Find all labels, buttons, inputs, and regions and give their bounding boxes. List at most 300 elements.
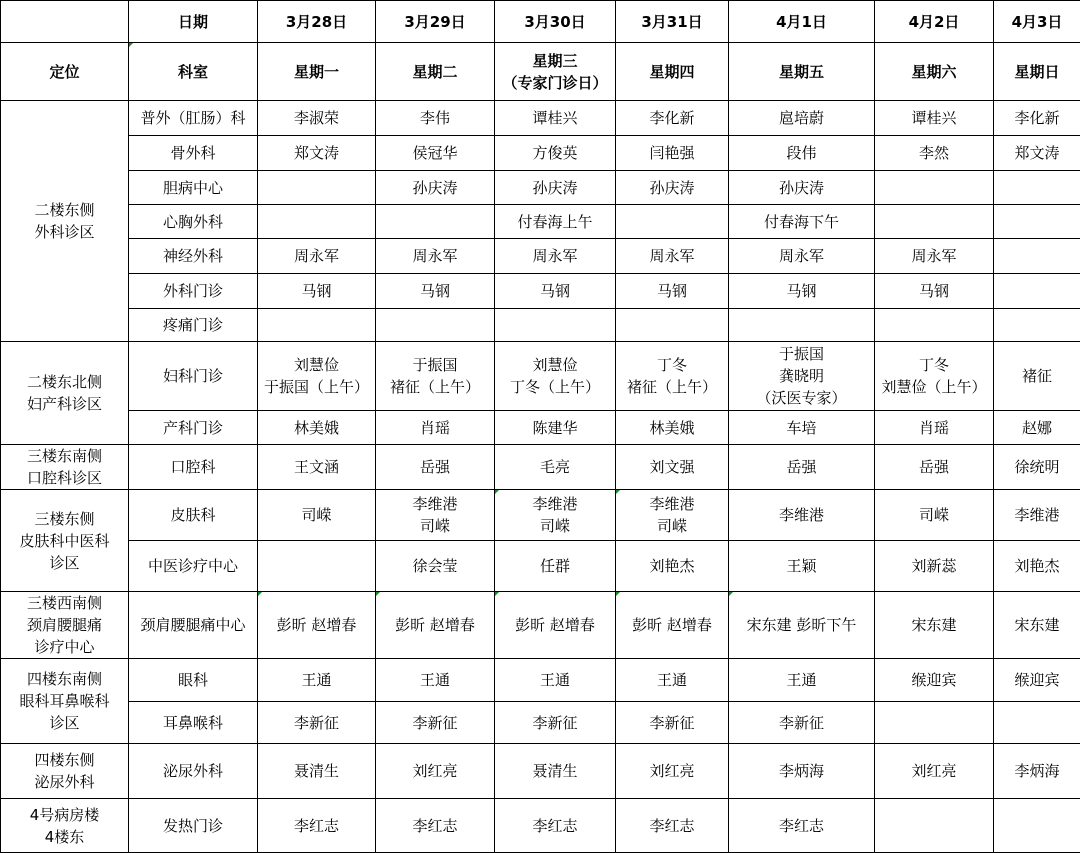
expert-day-note: （专家门诊日） (497, 72, 613, 94)
doctor-cell (495, 445, 616, 490)
location-line: 诊区 (3, 552, 126, 574)
table-row (1, 744, 1080, 799)
doctor-cell (994, 205, 1080, 239)
doctor-cell (729, 342, 875, 411)
location-line: 二楼东北侧 (3, 371, 126, 393)
doctor-cell (616, 490, 729, 541)
doctor-cell (875, 702, 994, 744)
doctor-cell (994, 136, 1080, 171)
doctor-name: 刘红亮 (877, 760, 991, 782)
doctor-cell (376, 205, 495, 239)
doctor-cell (729, 274, 875, 309)
doctor-cell (376, 411, 495, 445)
doctor-name: 赵娜 (996, 417, 1078, 439)
department-cell: 发热门诊 (129, 799, 258, 853)
doctor-cell (994, 274, 1080, 309)
doctor-cell (258, 541, 376, 592)
doctor-cell (729, 799, 875, 853)
table-row (1, 659, 1080, 702)
location-line: 诊疗中心 (3, 636, 126, 658)
doctor-name: 刘文强 (618, 456, 726, 478)
doctor-cell (495, 744, 616, 799)
department-cell: 普外（肛肠）科 (129, 101, 258, 136)
doctor-name: 褚征（上午） (618, 376, 726, 398)
doctor-name: 于振国 (731, 343, 872, 365)
doctor-name: 郑文涛 (996, 142, 1078, 164)
doctor-cell (994, 171, 1080, 205)
doctor-name: 闫艳强 (618, 142, 726, 164)
doctor-name: 聂清生 (260, 760, 373, 782)
doctor-name: 刘慧俭 (260, 354, 373, 376)
doctor-cell (495, 342, 616, 411)
doctor-cell (875, 136, 994, 171)
location-cell (1, 659, 129, 744)
doctor-name: 王文涵 (260, 456, 373, 478)
doctor-name: 司嵘 (378, 515, 492, 537)
doctor-name: 李淑荣 (260, 107, 373, 129)
weekday-cell (495, 43, 616, 101)
doctor-name: 陈建华 (497, 417, 613, 439)
doctor-name: 岳强 (378, 456, 492, 478)
doctor-cell (495, 101, 616, 136)
doctor-name: 彭昕 赵增春 (497, 614, 613, 636)
doctor-name: 李维港 (497, 493, 613, 515)
location-line: 皮肤科中医科 (3, 530, 126, 552)
table-row (1, 309, 1080, 342)
doctor-name: 王颖 (731, 555, 872, 577)
date-cell: 3月30日 (495, 1, 616, 43)
table-row (1, 445, 1080, 490)
doctor-cell (376, 659, 495, 702)
location-line: 四楼东南侧 (3, 668, 126, 690)
doctor-cell (994, 592, 1080, 659)
doctor-cell (258, 799, 376, 853)
doctor-name: 周永军 (618, 245, 726, 267)
doctor-name: 于振国（上午） (260, 376, 373, 398)
department-cell: 骨外科 (129, 136, 258, 171)
location-line: 外科诊区 (3, 221, 126, 243)
doctor-name: 王通 (618, 669, 726, 691)
department-cell: 外科门诊 (129, 274, 258, 309)
doctor-name: 龚晓明 (731, 365, 872, 387)
location-line: 泌尿外科 (3, 771, 126, 793)
doctor-cell (376, 490, 495, 541)
doctor-cell (875, 274, 994, 309)
doctor-name: 刘艳杰 (618, 555, 726, 577)
doctor-cell (875, 744, 994, 799)
department-cell: 产科门诊 (129, 411, 258, 445)
doctor-cell (729, 659, 875, 702)
doctor-cell (616, 171, 729, 205)
doctor-cell (994, 799, 1080, 853)
doctor-name: （沃医专家） (731, 387, 872, 409)
weekday-cell: 星期一 (258, 43, 376, 101)
doctor-cell (616, 445, 729, 490)
department-cell: 胆病中心 (129, 171, 258, 205)
doctor-cell (616, 541, 729, 592)
doctor-name: 宋东建 (877, 614, 991, 636)
doctor-cell (376, 541, 495, 592)
weekday-cell: 星期五 (729, 43, 875, 101)
doctor-name: 褚征 (996, 365, 1078, 387)
doctor-name: 孙庆涛 (378, 177, 492, 199)
doctor-name: 段伟 (731, 142, 872, 164)
doctor-cell (495, 490, 616, 541)
table-row (1, 342, 1080, 411)
empty-corner-cell (1, 1, 129, 43)
weekday-header-row (1, 43, 1080, 101)
doctor-name: 车培 (731, 417, 872, 439)
doctor-cell (616, 309, 729, 342)
doctor-cell (495, 592, 616, 659)
doctor-name: 孙庆涛 (731, 177, 872, 199)
doctor-cell (994, 342, 1080, 411)
doctor-name: 李维港 (378, 493, 492, 515)
doctor-name: 马钢 (877, 280, 991, 302)
doctor-name: 李化新 (996, 107, 1078, 129)
doctor-cell (495, 274, 616, 309)
doctor-cell (616, 592, 729, 659)
location-line: 三楼东侧 (3, 508, 126, 530)
date-cell: 4月3日 (994, 1, 1080, 43)
doctor-cell (376, 274, 495, 309)
doctor-name: 刘新蕊 (877, 555, 991, 577)
weekday-cell: 星期日 (994, 43, 1080, 101)
location-line: 口腔科诊区 (3, 467, 126, 489)
doctor-name: 岳强 (731, 456, 872, 478)
doctor-name: 岳强 (877, 456, 991, 478)
date-cell: 3月31日 (616, 1, 729, 43)
doctor-name: 于振国 (378, 354, 492, 376)
department-cell: 疼痛门诊 (129, 309, 258, 342)
doctor-cell (258, 744, 376, 799)
table-row (1, 239, 1080, 274)
doctor-cell (994, 541, 1080, 592)
doctor-cell (376, 592, 495, 659)
doctor-cell (616, 239, 729, 274)
doctor-name: 李红志 (378, 815, 492, 837)
doctor-cell (729, 702, 875, 744)
doctor-name: 李红志 (618, 815, 726, 837)
doctor-cell (376, 239, 495, 274)
doctor-cell (258, 659, 376, 702)
doctor-name: 王通 (497, 669, 613, 691)
doctor-cell (875, 171, 994, 205)
doctor-name: 李维港 (996, 504, 1078, 526)
doctor-name: 毛亮 (497, 456, 613, 478)
doctor-name: 刘红亮 (378, 760, 492, 782)
table-row (1, 101, 1080, 136)
doctor-name: 宋东建 彭昕下午 (731, 614, 872, 636)
doctor-cell (729, 541, 875, 592)
doctor-name: 王通 (260, 669, 373, 691)
doctor-name: 司嵘 (877, 504, 991, 526)
doctor-cell (376, 744, 495, 799)
doctor-name: 李维港 (731, 504, 872, 526)
doctor-name: 李新征 (618, 712, 726, 734)
doctor-name: 谭桂兴 (877, 107, 991, 129)
table-row (1, 411, 1080, 445)
doctor-name: 马钢 (731, 280, 872, 302)
doctor-name: 马钢 (378, 280, 492, 302)
doctor-cell (258, 490, 376, 541)
table-row (1, 799, 1080, 853)
doctor-name: 肖瑶 (378, 417, 492, 439)
doctor-cell (376, 101, 495, 136)
location-line: 妇产科诊区 (3, 393, 126, 415)
doctor-cell (729, 592, 875, 659)
doctor-cell (616, 274, 729, 309)
doctor-cell (258, 205, 376, 239)
doctor-cell (495, 799, 616, 853)
doctor-name: 徐会莹 (378, 555, 492, 577)
doctor-name: 孙庆涛 (618, 177, 726, 199)
table-row (1, 592, 1080, 659)
doctor-name: 周永军 (260, 245, 373, 267)
department-cell: 耳鼻喉科 (129, 702, 258, 744)
department-cell: 皮肤科 (129, 490, 258, 541)
doctor-name: 聂清生 (497, 760, 613, 782)
doctor-name: 彭昕 赵增春 (378, 614, 492, 636)
doctor-cell (994, 744, 1080, 799)
doctor-cell (495, 702, 616, 744)
doctor-cell (729, 744, 875, 799)
department-cell: 眼科 (129, 659, 258, 702)
doctor-name: 李新征 (260, 712, 373, 734)
location-line: 二楼东侧 (3, 199, 126, 221)
doctor-cell (616, 744, 729, 799)
doctor-cell (495, 239, 616, 274)
doctor-name: 李红志 (497, 815, 613, 837)
doctor-name: 王通 (378, 669, 492, 691)
doctor-cell (616, 205, 729, 239)
location-cell (1, 744, 129, 799)
doctor-cell (616, 411, 729, 445)
doctor-cell (258, 101, 376, 136)
doctor-name: 王通 (731, 669, 872, 691)
location-line: 颈肩腰腿痛 (3, 614, 126, 636)
doctor-cell (258, 309, 376, 342)
doctor-cell (994, 445, 1080, 490)
date-header-row (1, 1, 1080, 43)
doctor-cell (729, 171, 875, 205)
doctor-cell (994, 411, 1080, 445)
location-cell (1, 799, 129, 853)
doctor-cell (994, 702, 1080, 744)
doctor-name: 周永军 (378, 245, 492, 267)
doctor-name: 李然 (877, 142, 991, 164)
doctor-cell (729, 411, 875, 445)
doctor-cell (376, 799, 495, 853)
weekday-text: 星期三 (497, 50, 613, 72)
doctor-name: 周永军 (877, 245, 991, 267)
doctor-name: 孙庆涛 (497, 177, 613, 199)
department-cell: 神经外科 (129, 239, 258, 274)
doctor-name: 缑迎宾 (996, 669, 1078, 691)
date-cell: 3月28日 (258, 1, 376, 43)
doctor-name: 林美娥 (260, 417, 373, 439)
doctor-name: 马钢 (497, 280, 613, 302)
doctor-cell (376, 309, 495, 342)
location-line: 三楼东南侧 (3, 445, 126, 467)
doctor-name: 谭桂兴 (497, 107, 613, 129)
doctor-name: 彭昕 赵增春 (618, 614, 726, 636)
location-line: 4号病房楼 (3, 804, 126, 826)
table-row (1, 136, 1080, 171)
doctor-name: 周永军 (731, 245, 872, 267)
doctor-name: 褚征（上午） (378, 376, 492, 398)
doctor-name: 扈培蔚 (731, 107, 872, 129)
doctor-cell (376, 171, 495, 205)
department-cell: 心胸外科 (129, 205, 258, 239)
doctor-cell (616, 342, 729, 411)
doctor-cell (616, 136, 729, 171)
dept-label: 科室 (129, 43, 258, 101)
doctor-name: 肖瑶 (877, 417, 991, 439)
doctor-cell (994, 309, 1080, 342)
doctor-name: 李维港 (618, 493, 726, 515)
doctor-name: 侯冠华 (378, 142, 492, 164)
doctor-cell (376, 445, 495, 490)
weekday-cell: 星期六 (875, 43, 994, 101)
location-line: 诊区 (3, 712, 126, 734)
doctor-name: 任群 (497, 555, 613, 577)
table-row (1, 702, 1080, 744)
doctor-name: 缑迎宾 (877, 669, 991, 691)
department-cell: 妇科门诊 (129, 342, 258, 411)
doctor-cell (875, 342, 994, 411)
department-cell: 颈肩腰腿痛中心 (129, 592, 258, 659)
doctor-cell (729, 309, 875, 342)
doctor-cell (258, 171, 376, 205)
doctor-name: 刘艳杰 (996, 555, 1078, 577)
location-cell (1, 490, 129, 592)
doctor-name: 马钢 (260, 280, 373, 302)
doctor-name: 李新征 (378, 712, 492, 734)
doctor-name: 李炳海 (731, 760, 872, 782)
doctor-name: 司嵘 (618, 515, 726, 537)
doctor-name: 丁冬 (877, 354, 991, 376)
doctor-cell (495, 205, 616, 239)
doctor-cell (875, 592, 994, 659)
table-row (1, 171, 1080, 205)
doctor-cell (495, 309, 616, 342)
doctor-cell (994, 101, 1080, 136)
doctor-name: 徐统明 (996, 456, 1078, 478)
doctor-name: 丁冬 (618, 354, 726, 376)
table-row (1, 541, 1080, 592)
doctor-cell (994, 239, 1080, 274)
department-cell: 泌尿外科 (129, 744, 258, 799)
doctor-cell (258, 239, 376, 274)
location-cell (1, 592, 129, 659)
doctor-name: 方俊英 (497, 142, 613, 164)
doctor-cell (875, 101, 994, 136)
department-cell: 中医诊疗中心 (129, 541, 258, 592)
doctor-cell (994, 490, 1080, 541)
doctor-cell (376, 342, 495, 411)
doctor-cell (875, 541, 994, 592)
doctor-name: 李化新 (618, 107, 726, 129)
doctor-cell (875, 411, 994, 445)
doctor-name: 刘慧俭（上午） (877, 376, 991, 398)
doctor-name: 郑文涛 (260, 142, 373, 164)
doctor-cell (729, 205, 875, 239)
doctor-cell (616, 799, 729, 853)
doctor-name: 付春海上午 (497, 211, 613, 233)
table-row (1, 205, 1080, 239)
doctor-name: 马钢 (618, 280, 726, 302)
doctor-name: 刘慧俭 (497, 354, 613, 376)
doctor-name: 丁冬（上午） (497, 376, 613, 398)
doctor-cell (875, 445, 994, 490)
doctor-cell (875, 239, 994, 274)
doctor-cell (495, 171, 616, 205)
weekday-cell: 星期四 (616, 43, 729, 101)
doctor-cell (875, 490, 994, 541)
schedule-body (1, 1, 1080, 853)
date-cell: 4月2日 (875, 1, 994, 43)
location-line: 4楼东 (3, 826, 126, 848)
doctor-cell (875, 309, 994, 342)
doctor-cell (729, 136, 875, 171)
doctor-name: 李红志 (731, 815, 872, 837)
date-cell: 4月1日 (729, 1, 875, 43)
weekday-cell: 星期二 (376, 43, 495, 101)
doctor-name: 李炳海 (996, 760, 1078, 782)
doctor-name: 彭昕 赵增春 (260, 614, 373, 636)
doctor-cell (258, 274, 376, 309)
doctor-cell (875, 659, 994, 702)
doctor-cell (495, 659, 616, 702)
doctor-name: 周永军 (497, 245, 613, 267)
location-cell (1, 342, 129, 445)
doctor-cell (729, 239, 875, 274)
doctor-name: 李伟 (378, 107, 492, 129)
table-row (1, 490, 1080, 541)
doctor-name: 付春海下午 (731, 211, 872, 233)
doctor-name: 司嵘 (497, 515, 613, 537)
doctor-cell (875, 205, 994, 239)
location-line: 三楼西南侧 (3, 592, 126, 614)
location-cell (1, 445, 129, 490)
doctor-cell (729, 101, 875, 136)
doctor-cell (258, 445, 376, 490)
department-cell: 口腔科 (129, 445, 258, 490)
doctor-cell (616, 101, 729, 136)
doctor-name: 刘红亮 (618, 760, 726, 782)
doctor-cell (376, 136, 495, 171)
doctor-cell (994, 659, 1080, 702)
date-label: 日期 (129, 1, 258, 43)
location-line: 四楼东侧 (3, 749, 126, 771)
doctor-cell (258, 411, 376, 445)
table-row (1, 274, 1080, 309)
doctor-name: 林美娥 (618, 417, 726, 439)
location-line: 眼科耳鼻喉科 (3, 690, 126, 712)
doctor-cell (258, 136, 376, 171)
doctor-name: 李新征 (497, 712, 613, 734)
doctor-name: 司嵘 (260, 504, 373, 526)
doctor-name: 李红志 (260, 815, 373, 837)
doctor-cell (258, 342, 376, 411)
doctor-cell (616, 702, 729, 744)
doctor-cell (258, 702, 376, 744)
doctor-cell (616, 659, 729, 702)
location-cell (1, 101, 129, 342)
doctor-cell (376, 702, 495, 744)
doctor-cell (729, 445, 875, 490)
